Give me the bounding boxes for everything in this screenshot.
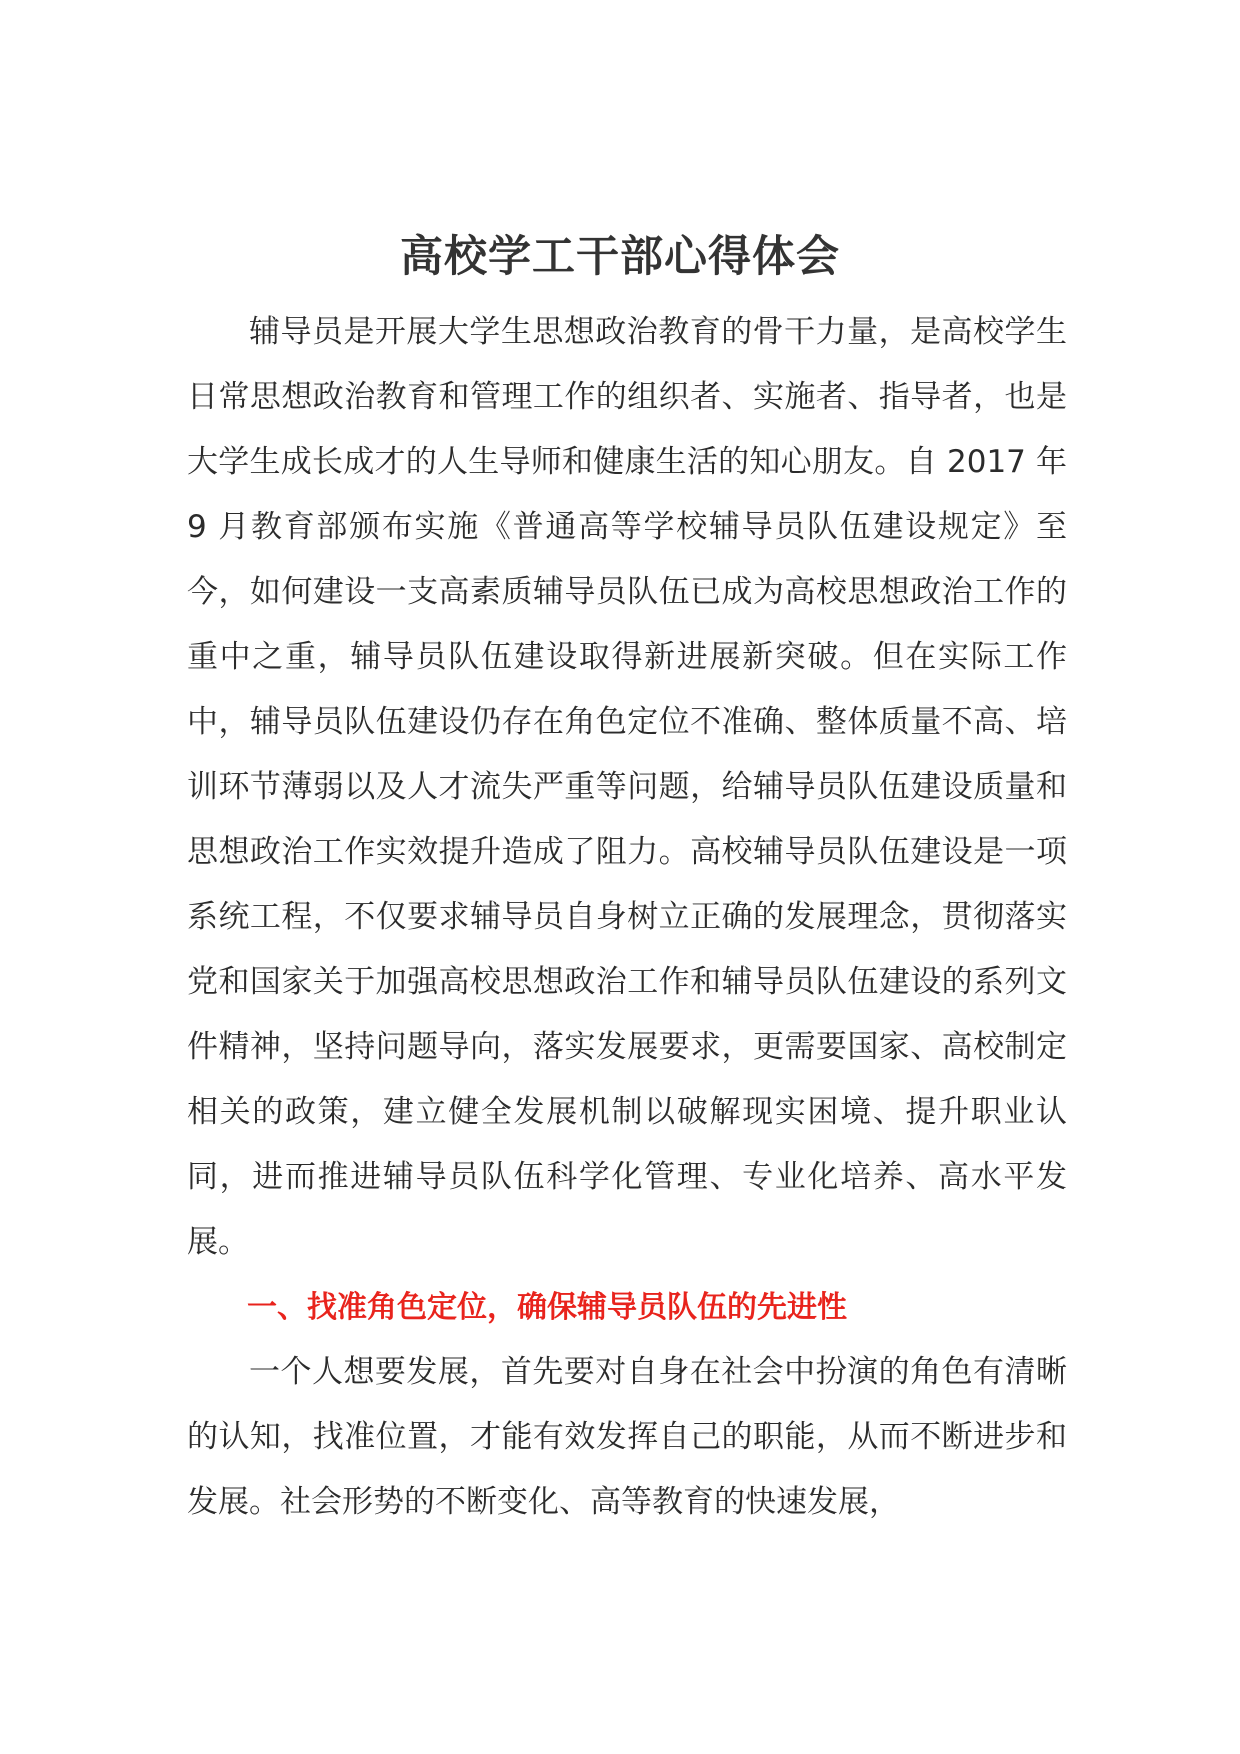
section-heading-1: 一、找准角色定位，确保辅导员队伍的先进性 <box>247 1290 847 1325</box>
paragraph-section-1: 一个人想要发展，首先要对自身在社会中扮演的角色有清晰的认知，找准位置，才能有效发挥自己的职能，从而不断进步和发展。社会形势的不断变化、高等教育的快速发展， <box>187 1354 1067 1520</box>
paragraph-intro: 辅导员是开展大学生思想政治教育的骨干力量，是高校学生日常思想政治教育和管理工作的组织者、实施者、指导者，也是大学生成长成才的人生导师和健康生活的知心朋友。自 2017 年 9 月教育部颁布实施《普通高等学校辅导员队伍建设规定》至今，如何建设一支高素质辅导员队伍已成为高校思想政治工作的重中之重，辅导员队伍建设取得新进展新突破。但在实际工作中，辅导员队伍建设仍存在角色定位不准确、整体质量不高、培训环节薄弱以及人才流失严重等问题，给辅导员队伍建设质量和思想政治工作实效提升造成了阻力。高校辅导员队伍建设是一项系统工程，不仅要求辅导员自身树立正确的发展理念，贯彻落实党和国家关于加强高校思想政治工作和辅导员队伍建设的系列文件精神，坚持问题导向，落实发展要求，更需要国家、高校制定相关的政策，建立健全发展机制以破解现实困境、提升职业认同，进而推进辅导员队伍科学化管理、专业化培养、高水平发展。 <box>187 314 1067 1260</box>
document-title: 高校学工干部心得体会 <box>400 231 840 282</box>
document-body <box>187 300 1067 1535</box>
